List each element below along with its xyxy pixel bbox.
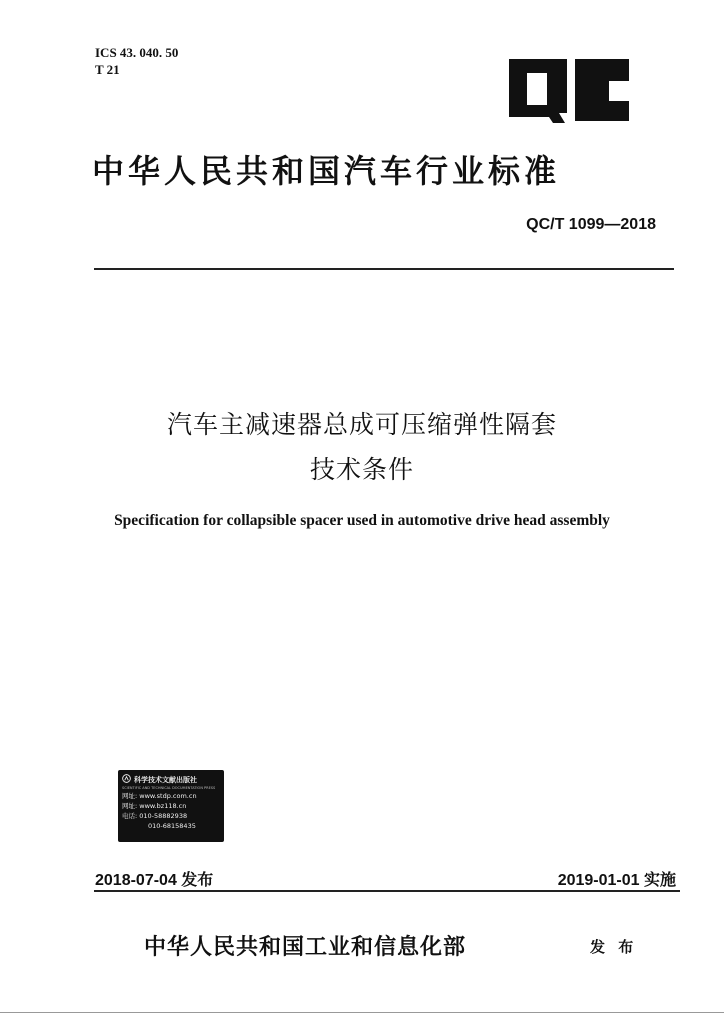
publisher-website-1: 网址: www.stdp.com.cn (122, 792, 197, 800)
issue-date: 2018-07-04 发布 (95, 872, 214, 889)
publisher-phone-2: 010-68158435 (148, 822, 196, 830)
issuing-authority: 中华人民共和国工业和信息化部 (144, 934, 467, 960)
ccs-code: T 21 (95, 62, 120, 77)
header-divider (94, 268, 674, 270)
publisher-website-2: 网址: www.bz118.cn (122, 802, 187, 810)
publisher-logo-icon (122, 774, 131, 786)
document-title-en: Specification for collapsible spacer used in automotive drive head assembly (114, 512, 610, 529)
document-title-cn-line2: 技术条件 (309, 455, 414, 484)
document-title-cn-line1: 汽车主减速器总成可压缩弹性隔套 (166, 410, 557, 439)
issue-label: 发 布 (590, 938, 638, 956)
qc-logo (505, 57, 631, 123)
implementation-date: 2019-01-01 实施 (557, 872, 676, 889)
publisher-stamp (118, 770, 224, 842)
publisher-name: 科学技术文献出版社 (134, 776, 197, 784)
footer-divider (94, 890, 680, 892)
ics-code: ICS 43. 040. 50 (95, 45, 179, 60)
page-bottom-edge (0, 1012, 724, 1013)
standard-number: QC/T 1099—2018 (526, 216, 656, 233)
publisher-english-name: SCIENTIFIC AND TECHNICAL DOCUMENTATION PRESS (122, 786, 216, 790)
classification-codes (95, 44, 178, 78)
publisher-phone-1: 电话: 010-58882938 (122, 812, 188, 820)
standard-category-title: 中华人民共和国汽车行业标准 (92, 152, 561, 190)
